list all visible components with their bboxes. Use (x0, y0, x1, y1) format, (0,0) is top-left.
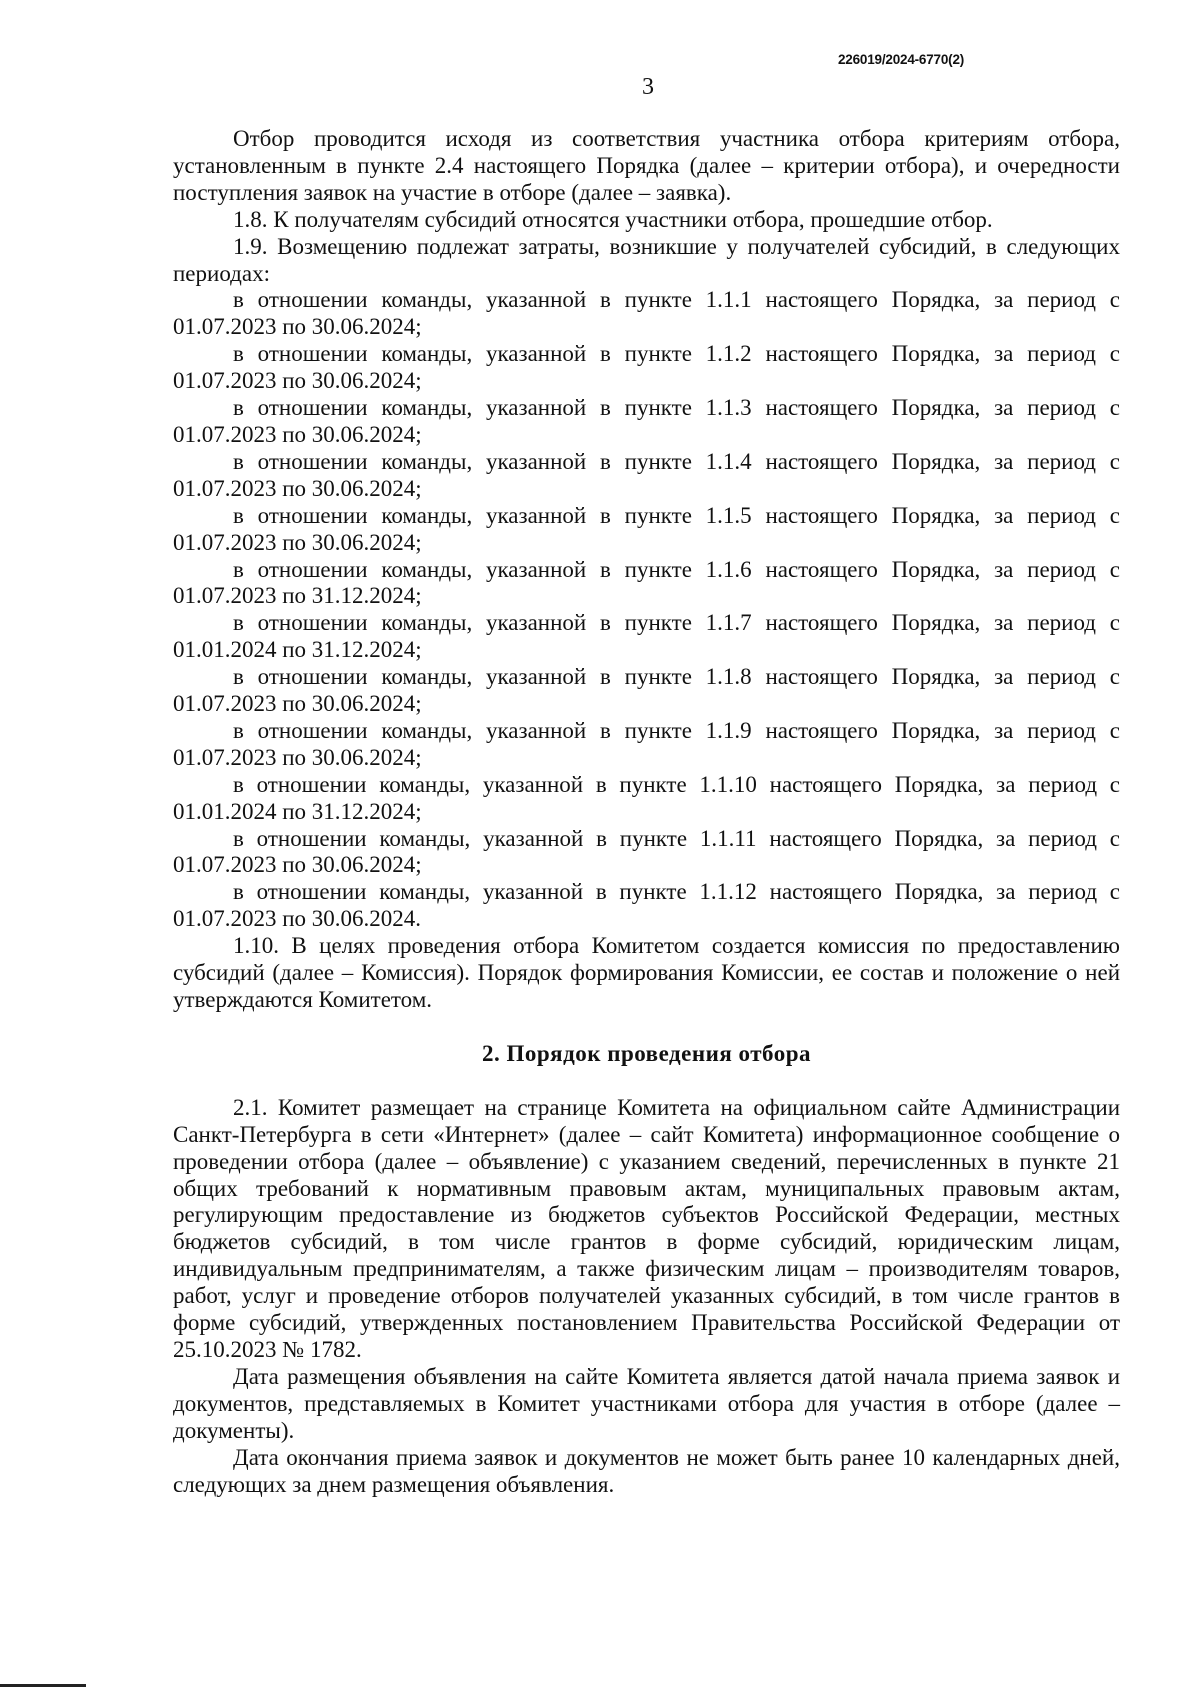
paragraph-announcement-date: Дата размещения объявления на сайте Комитета является датой начала приема заявок и документов, представляемых в Комитет участниками отбора для участия в отборе (далее – документы). (173, 1363, 1120, 1443)
document-body (173, 126, 1120, 1498)
scan-edge-mark (0, 1684, 86, 1687)
document-id: 226019/2024-6770(2) (838, 52, 965, 67)
page-number: 3 (642, 74, 654, 100)
period-item-1-1-7: в отношении команды, указанной в пункте 1.1.7 настоящего Порядка, за период с 01.01.2024 по 31.12.2024; (173, 610, 1120, 663)
period-item-1-1-9: в отношении команды, указанной в пункте 1.1.9 настоящего Порядка, за период с 01.07.2023 по 30.06.2024; (173, 717, 1120, 770)
paragraph-2-1: 2.1. Комитет размещает на странице Комитета на официальном сайте Администрации Санкт-Петербурга в сети «Интернет» (далее – сайт Комитета) информационное сообщение о проведении отбора (далее – объявление) с указанием сведений, перечисленных в пункте 21 общих требований к нормативным правовым актам, муниципальных правовым актам, регулирующим предоставление из бюджетов субъектов Российской Федерации, местных бюджетов субсидий, в том числе грантов в форме субсидий, юридическим лицам, индивидуальным предпринимателям, а также физическим лицам – производителям товаров, работ, услуг и проведение отборов получателей указанных субсидий, в том числе грантов в форме субсидий, утвержденных постановлением Правительства Российской Федерации от 25.10.2023 № 1782. (173, 1094, 1120, 1362)
period-item-1-1-6: в отношении команды, указанной в пункте 1.1.6 настоящего Порядка, за период с 01.07.2023 по 31.12.2024; (173, 556, 1120, 609)
paragraph-1-8: 1.8. К получателям субсидий относятся участники отбора, прошедшие отбор. (233, 206, 993, 232)
period-item-1-1-1: в отношении команды, указанной в пункте 1.1.1 настоящего Порядка, за период с 01.07.2023 по 30.06.2024; (173, 287, 1120, 340)
paragraph-selection-basis: Отбор проводится исходя из соответствия участника отбора критериям отбора, установленным в пункте 2.4 настоящего Порядка (далее – критерии отбора), и очередности поступления заявок на участие в отборе (далее – заявка). (173, 126, 1120, 205)
period-item-1-1-8: в отношении команды, указанной в пункте 1.1.8 настоящего Порядка, за период с 01.07.2023 по 30.06.2024; (173, 664, 1120, 717)
period-item-1-1-11: в отношении команды, указанной в пункте 1.1.11 настоящего Порядка, за период с 01.07.2023 по 30.06.2024; (173, 825, 1120, 878)
period-item-1-1-4: в отношении команды, указанной в пункте 1.1.4 настоящего Порядка, за период с 01.07.2023 по 30.06.2024; (173, 448, 1120, 501)
period-item-1-1-10: в отношении команды, указанной в пункте 1.1.10 настоящего Порядка, за период с 01.01.2024 по 31.12.2024; (173, 771, 1120, 824)
period-item-1-1-5: в отношении команды, указанной в пункте 1.1.5 настоящего Порядка, за период с 01.07.2023 по 30.06.2024; (173, 502, 1120, 555)
paragraph-deadline: Дата окончания приема заявок и документов не может быть ранее 10 календарных дней, следующих за днем размещения объявления. (173, 1444, 1120, 1497)
paragraph-1-9: 1.9. Возмещению подлежат затраты, возникшие у получателей субсидий, в следующих периодах: (173, 233, 1120, 286)
section-2-heading: 2. Порядок проведения отбора (481, 1040, 812, 1066)
period-item-1-1-12: в отношении команды, указанной в пункте 1.1.12 настоящего Порядка, за период с 01.07.2023 по 30.06.2024. (173, 879, 1120, 932)
period-item-1-1-2: в отношении команды, указанной в пункте 1.1.2 настоящего Порядка, за период с 01.07.2023 по 30.06.2024; (173, 341, 1120, 394)
period-item-1-1-3: в отношении команды, указанной в пункте 1.1.3 настоящего Порядка, за период с 01.07.2023 по 30.06.2024; (173, 395, 1120, 447)
paragraph-1-10: 1.10. В целях проведения отбора Комитетом создается комиссия по предоставлению субсидий (далее – Комиссия). Порядок формирования Комиссии, ее состав и положение о ней утверждаются Комитетом. (173, 933, 1120, 1012)
